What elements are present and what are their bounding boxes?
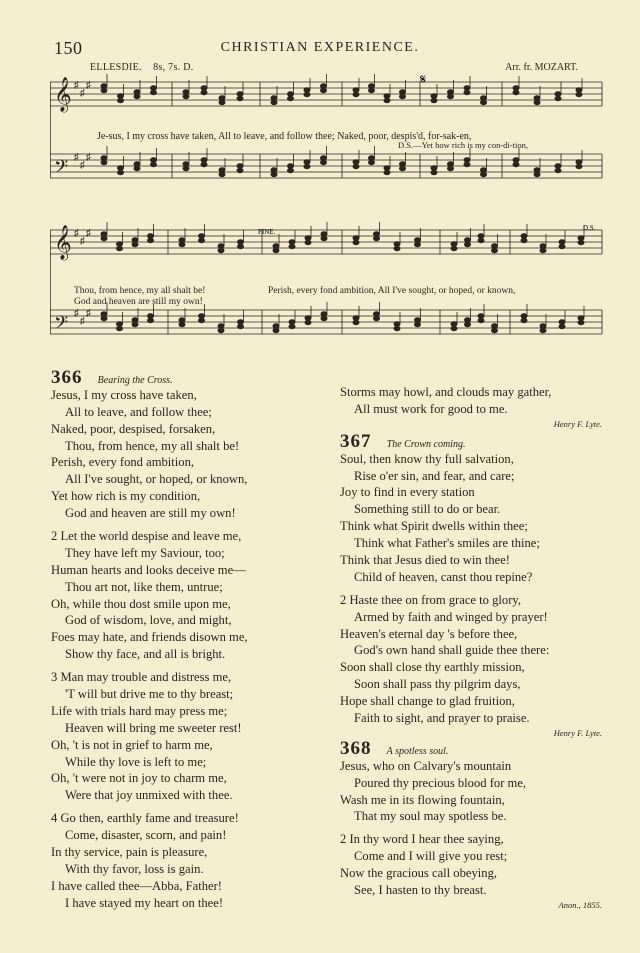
note-head <box>199 318 205 322</box>
note-head <box>465 318 471 322</box>
note-head <box>273 328 279 332</box>
note-head <box>218 248 224 252</box>
note-head <box>304 92 310 96</box>
note-head <box>271 100 277 104</box>
verse-line: Oh, while thou dost smile upon me, <box>51 596 231 611</box>
tune-title: ELLESDIE. <box>90 62 142 73</box>
note-head <box>521 238 527 242</box>
note-head <box>183 94 189 98</box>
note-head <box>183 90 189 94</box>
note-head <box>321 84 327 88</box>
note-head <box>559 240 565 244</box>
note-head <box>540 324 546 328</box>
note-head <box>576 160 582 164</box>
sharp-icon: ♯ <box>74 308 79 319</box>
note-head <box>478 234 484 238</box>
verse-line: Foes may hate, and friends disown me, <box>51 630 248 645</box>
sharp-icon: ♯ <box>86 152 91 163</box>
verse-line: Thou art not, like them, untrue; <box>65 579 223 594</box>
note-head <box>559 320 565 324</box>
note-head <box>451 242 457 246</box>
note-head <box>448 166 454 170</box>
note-head <box>288 96 294 100</box>
verse-line: Faith to sight, and prayer to praise. <box>354 711 530 726</box>
verse-line: Jesus, who on Calvary's mountain <box>340 758 512 773</box>
verse-line: Child of heaven, canst thou repine? <box>354 569 533 584</box>
note-head <box>465 238 471 242</box>
note-head <box>353 92 359 96</box>
verse-line: Thou, from hence, my all shalt be! <box>65 438 240 453</box>
note-head <box>183 162 189 166</box>
verse-line: 3 Man may trouble and distress me, <box>51 670 232 685</box>
note-head <box>117 322 123 326</box>
note-head <box>415 242 421 246</box>
sharp-icon: ♯ <box>86 308 91 319</box>
verse-line: Poured thy precious blood for me, <box>354 775 527 790</box>
note-head <box>321 312 327 316</box>
page-header <box>0 38 640 62</box>
hymn-number: 368 <box>340 737 372 759</box>
note-head <box>219 100 225 104</box>
segno-mark: 𝄋 <box>420 72 427 88</box>
running-title: CHRISTIAN EXPERIENCE. <box>220 40 420 55</box>
note-head <box>118 166 124 170</box>
verse-line: See, I hasten to thy breast. <box>354 883 487 898</box>
verse-line: Heaven's eternal day 's before thee, <box>340 626 518 641</box>
verse-line: Human hearts and looks deceive me— <box>51 562 246 577</box>
verse-line: Soul, then know thy full salvation, <box>340 451 514 466</box>
fine-mark: FINE. <box>258 228 276 236</box>
note-head <box>431 98 437 102</box>
note-head <box>559 244 565 248</box>
note-head <box>353 160 359 164</box>
note-head <box>288 92 294 96</box>
note-head <box>199 234 205 238</box>
note-head <box>117 246 123 250</box>
treble-clef-icon: 𝄞 <box>54 77 72 112</box>
note-head <box>305 316 311 320</box>
verse-line: Soon shall pass thy pilgrim days, <box>354 677 521 692</box>
note-head <box>464 86 470 90</box>
note-head <box>448 94 454 98</box>
note-head <box>374 312 380 316</box>
note-head <box>576 164 582 168</box>
note-head <box>219 172 225 176</box>
hymn-heading <box>340 737 610 759</box>
note-head <box>369 88 375 92</box>
note-head <box>415 318 421 322</box>
note-head <box>540 328 546 332</box>
verse-line: 2 Let the world despise and leave me, <box>51 529 242 544</box>
note-head <box>384 166 390 170</box>
note-head <box>384 170 390 174</box>
verse-line: Think what Father's smiles are thine; <box>354 536 540 551</box>
note-head <box>353 88 359 92</box>
lyrics-line-2b: God and heaven are still my own! <box>74 297 203 307</box>
note-head <box>353 316 359 320</box>
note-head <box>415 238 421 242</box>
note-head <box>374 316 380 320</box>
hymn-author: Henry F. Lyte. <box>553 418 602 429</box>
note-head <box>353 236 359 240</box>
note-head <box>521 318 527 322</box>
note-head <box>238 324 244 328</box>
note-head <box>118 94 124 98</box>
note-head <box>179 318 185 322</box>
note-head <box>394 246 400 250</box>
note-head <box>415 322 421 326</box>
note-head <box>481 100 487 104</box>
verse-line: Naked, poor, despised, forsaken, <box>51 421 216 436</box>
verse-line: Oh, 't were not in joy to charm me, <box>51 771 227 786</box>
note-head <box>353 240 359 244</box>
note-head <box>492 248 498 252</box>
note-head <box>394 322 400 326</box>
note-head <box>492 328 498 332</box>
verse-line: All must work for good to me. <box>354 401 508 416</box>
sharp-icon: ♯ <box>86 80 91 91</box>
note-head <box>374 232 380 236</box>
hymn-number: 367 <box>340 430 372 452</box>
note-head <box>559 324 565 328</box>
note-head <box>183 166 189 170</box>
note-head <box>148 238 154 242</box>
verse-line: Were that joy unmixed with thee. <box>65 788 233 803</box>
note-head <box>151 86 157 90</box>
note-head <box>521 234 527 238</box>
verse-line: That my soul may spotless be. <box>354 809 507 824</box>
verse-line: Hope shall change to glad fruition, <box>340 694 515 709</box>
verse-line: 2 Haste thee on from grace to glory, <box>340 592 522 607</box>
verse-line: All to leave, and follow thee; <box>65 404 212 419</box>
sharp-icon: ♯ <box>74 228 79 239</box>
hymn-topic: The Crown coming. <box>386 438 466 450</box>
verse-line: Now the gracious call obeying, <box>340 866 498 881</box>
note-head <box>451 246 457 250</box>
verse-line: Come and I will give you rest; <box>354 849 508 864</box>
note-head <box>321 156 327 160</box>
note-head <box>534 172 540 176</box>
note-head <box>199 314 205 318</box>
note-head <box>273 248 279 252</box>
note-head <box>384 98 390 102</box>
note-head <box>289 320 295 324</box>
note-head <box>273 244 279 248</box>
verse-line: In thy service, pain is pleasure, <box>51 845 208 860</box>
sharp-icon: ♯ <box>74 152 79 163</box>
note-head <box>576 88 582 92</box>
verse-line: Storms may howl, and clouds may gather, <box>340 385 552 399</box>
verse-line: 'T will but drive me to thy breast; <box>65 687 234 702</box>
note-head <box>238 240 244 244</box>
hymn-topic: Bearing the Cross. <box>97 375 173 386</box>
tune-arranger: Arr. fr. MOZART. <box>505 62 578 73</box>
note-head <box>481 168 487 172</box>
verse-line: Armed by faith and winged by prayer! <box>354 609 548 624</box>
note-head <box>288 164 294 168</box>
note-head <box>101 236 107 240</box>
note-head <box>555 92 561 96</box>
ds-mark: D.S. <box>583 224 596 232</box>
sharp-icon: ♯ <box>80 160 85 171</box>
note-head <box>218 328 224 332</box>
note-head <box>118 170 124 174</box>
sharp-icon: ♯ <box>80 236 85 247</box>
note-head <box>465 242 471 246</box>
verse-line: Show thy face, and all is bright. <box>65 647 226 662</box>
note-head <box>578 316 584 320</box>
verse-line: While thy love is left to me; <box>65 754 207 769</box>
sharp-icon: ♯ <box>86 228 91 239</box>
verse-line: Life with trials hard may press me; <box>51 703 228 718</box>
verse-line: All I've sought, or hoped, or known, <box>65 472 248 487</box>
note-head <box>321 232 327 236</box>
verse-line: I have called thee—Abba, Father! <box>51 878 222 893</box>
hymn-heading <box>340 430 610 452</box>
verse-line: Rise o'er sin, and fear, and care; <box>354 468 515 483</box>
note-head <box>400 166 406 170</box>
note-head <box>555 168 561 172</box>
note-head <box>451 322 457 326</box>
verse-line: I have stayed my heart on thee! <box>65 895 224 910</box>
note-head <box>151 90 157 94</box>
note-head <box>578 320 584 324</box>
note-head <box>555 96 561 100</box>
verse-line: Oh, 't is not in grief to harm me, <box>51 737 213 752</box>
note-head <box>238 320 244 324</box>
note-head <box>384 94 390 98</box>
verse-line: Yet how rich is my condition, <box>51 489 201 504</box>
note-head <box>305 240 311 244</box>
note-head <box>179 238 185 242</box>
sharp-icon: ♯ <box>74 80 79 91</box>
note-head <box>201 158 207 162</box>
note-head <box>271 96 277 100</box>
note-head <box>201 86 207 90</box>
note-head <box>521 314 527 318</box>
verse-line: Heaven will bring me sweeter rest! <box>65 720 242 735</box>
note-head <box>369 160 375 164</box>
left-column <box>51 367 321 912</box>
note-head <box>179 322 185 326</box>
treble-clef-icon: 𝄞 <box>54 225 72 260</box>
note-head <box>431 170 437 174</box>
note-head <box>578 240 584 244</box>
note-head <box>492 324 498 328</box>
note-head <box>305 320 311 324</box>
note-head <box>148 234 154 238</box>
note-head <box>513 162 519 166</box>
verse-line: Think what Spirit dwells within thee; <box>340 519 528 534</box>
note-head <box>101 232 107 236</box>
note-head <box>151 158 157 162</box>
note-head <box>464 90 470 94</box>
note-head <box>540 244 546 248</box>
note-head <box>101 156 107 160</box>
note-head <box>273 324 279 328</box>
note-head <box>238 244 244 248</box>
note-head <box>219 168 225 172</box>
note-head <box>148 318 154 322</box>
note-head <box>374 236 380 240</box>
note-head <box>218 324 224 328</box>
verse-line: Something still to do or bear. <box>354 502 501 517</box>
note-head <box>304 164 310 168</box>
verse-line: God's own hand shall guide thee there: <box>354 643 550 658</box>
verse-line: They have left my Saviour, too; <box>65 545 225 560</box>
verse-line: 4 Go then, earthly fame and treasure! <box>51 811 239 826</box>
note-head <box>431 94 437 98</box>
note-head <box>132 242 138 246</box>
note-head <box>513 158 519 162</box>
note-head <box>199 238 205 242</box>
note-head <box>288 168 294 172</box>
note-head <box>448 90 454 94</box>
note-head <box>578 236 584 240</box>
note-head <box>353 164 359 168</box>
lyrics-line-2a: Thou, from hence, my all shalt be! <box>74 286 206 296</box>
hymn-heading <box>51 367 321 388</box>
note-head <box>132 318 138 322</box>
hymn-author: Henry F. Lyte. <box>553 727 602 738</box>
hymn-number: 366 <box>51 367 83 388</box>
note-head <box>321 88 327 92</box>
note-head <box>101 88 107 92</box>
note-head <box>148 314 154 318</box>
note-head <box>534 168 540 172</box>
verse-line: 2 In thy word I hear thee saying, <box>340 832 504 847</box>
note-head <box>448 162 454 166</box>
note-head <box>101 312 107 316</box>
note-head <box>400 94 406 98</box>
note-head <box>118 98 124 102</box>
note-head <box>481 172 487 176</box>
note-head <box>101 316 107 320</box>
note-head <box>464 162 470 166</box>
note-head <box>289 324 295 328</box>
verse-line: Think that Jesus died to win thee! <box>340 553 510 568</box>
note-head <box>478 314 484 318</box>
note-head <box>540 248 546 252</box>
bass-clef-icon: 𝄢 <box>54 313 69 338</box>
note-head <box>304 88 310 92</box>
note-head <box>117 242 123 246</box>
note-head <box>237 164 243 168</box>
note-head <box>237 92 243 96</box>
verse-line: Soon shall close thy earthly mission, <box>340 660 525 675</box>
note-head <box>465 322 471 326</box>
lyrics-line-1: Je-sus, I my cross have taken, All to leave, and follow thee; Naked, poor, despis'd, for-sak-en, <box>97 131 472 142</box>
verse-line: Come, disaster, scorn, and pain! <box>65 828 227 843</box>
sharp-icon: ♯ <box>80 316 85 327</box>
note-head <box>304 160 310 164</box>
bass-clef-icon: 𝄢 <box>54 157 69 182</box>
right-column <box>340 384 610 911</box>
note-head <box>478 238 484 242</box>
hymn-topic: A spotless soul. <box>386 745 449 757</box>
verse-line: Wash me in its flowing fountain, <box>340 792 505 807</box>
note-head <box>237 168 243 172</box>
note-head <box>132 238 138 242</box>
note-head <box>481 96 487 100</box>
note-head <box>219 96 225 100</box>
note-head <box>289 240 295 244</box>
note-head <box>117 326 123 330</box>
note-head <box>134 94 140 98</box>
lyrics-ds-line: D.S.—Yet how rich is my con-di-tion, <box>398 140 528 150</box>
note-head <box>305 236 311 240</box>
note-head <box>534 100 540 104</box>
note-head <box>400 162 406 166</box>
note-head <box>353 320 359 324</box>
note-head <box>134 90 140 94</box>
note-head <box>431 166 437 170</box>
note-head <box>179 242 185 246</box>
music-score <box>50 70 610 370</box>
note-head <box>271 168 277 172</box>
note-head <box>464 158 470 162</box>
verse-line: God and heaven are still my own! <box>65 506 236 521</box>
sharp-icon: ♯ <box>80 88 85 99</box>
note-head <box>513 90 519 94</box>
note-head <box>132 322 138 326</box>
note-head <box>478 318 484 322</box>
note-head <box>394 326 400 330</box>
note-head <box>101 84 107 88</box>
note-head <box>394 242 400 246</box>
note-head <box>289 244 295 248</box>
note-head <box>321 160 327 164</box>
verse-line: Jesus, I my cross have taken, <box>51 387 197 402</box>
verse-line: With thy favor, loss is gain. <box>65 861 204 876</box>
note-head <box>492 244 498 248</box>
lyrics-line-2c: Perish, every fond ambition, All I've sought, or hoped, or known, <box>268 286 516 296</box>
note-head <box>218 244 224 248</box>
note-head <box>576 92 582 96</box>
verse-line: God of wisdom, love, and might, <box>65 613 232 628</box>
note-head <box>513 86 519 90</box>
hymn-author: Anon., 1855. <box>558 899 602 910</box>
tune-meter: 8s, 7s. D. <box>153 62 194 73</box>
note-head <box>271 172 277 176</box>
note-head <box>201 90 207 94</box>
note-head <box>321 316 327 320</box>
note-head <box>534 96 540 100</box>
note-head <box>237 96 243 100</box>
note-head <box>134 162 140 166</box>
note-head <box>369 156 375 160</box>
note-head <box>201 162 207 166</box>
page-number: 150 <box>54 38 83 58</box>
note-head <box>400 90 406 94</box>
note-head <box>369 84 375 88</box>
note-head <box>555 164 561 168</box>
note-head <box>451 326 457 330</box>
note-head <box>134 166 140 170</box>
verse-line: Joy to find in every station <box>340 485 475 500</box>
note-head <box>321 236 327 240</box>
verse-line: Perish, every fond ambition, <box>51 455 195 470</box>
note-head <box>151 162 157 166</box>
note-head <box>101 160 107 164</box>
